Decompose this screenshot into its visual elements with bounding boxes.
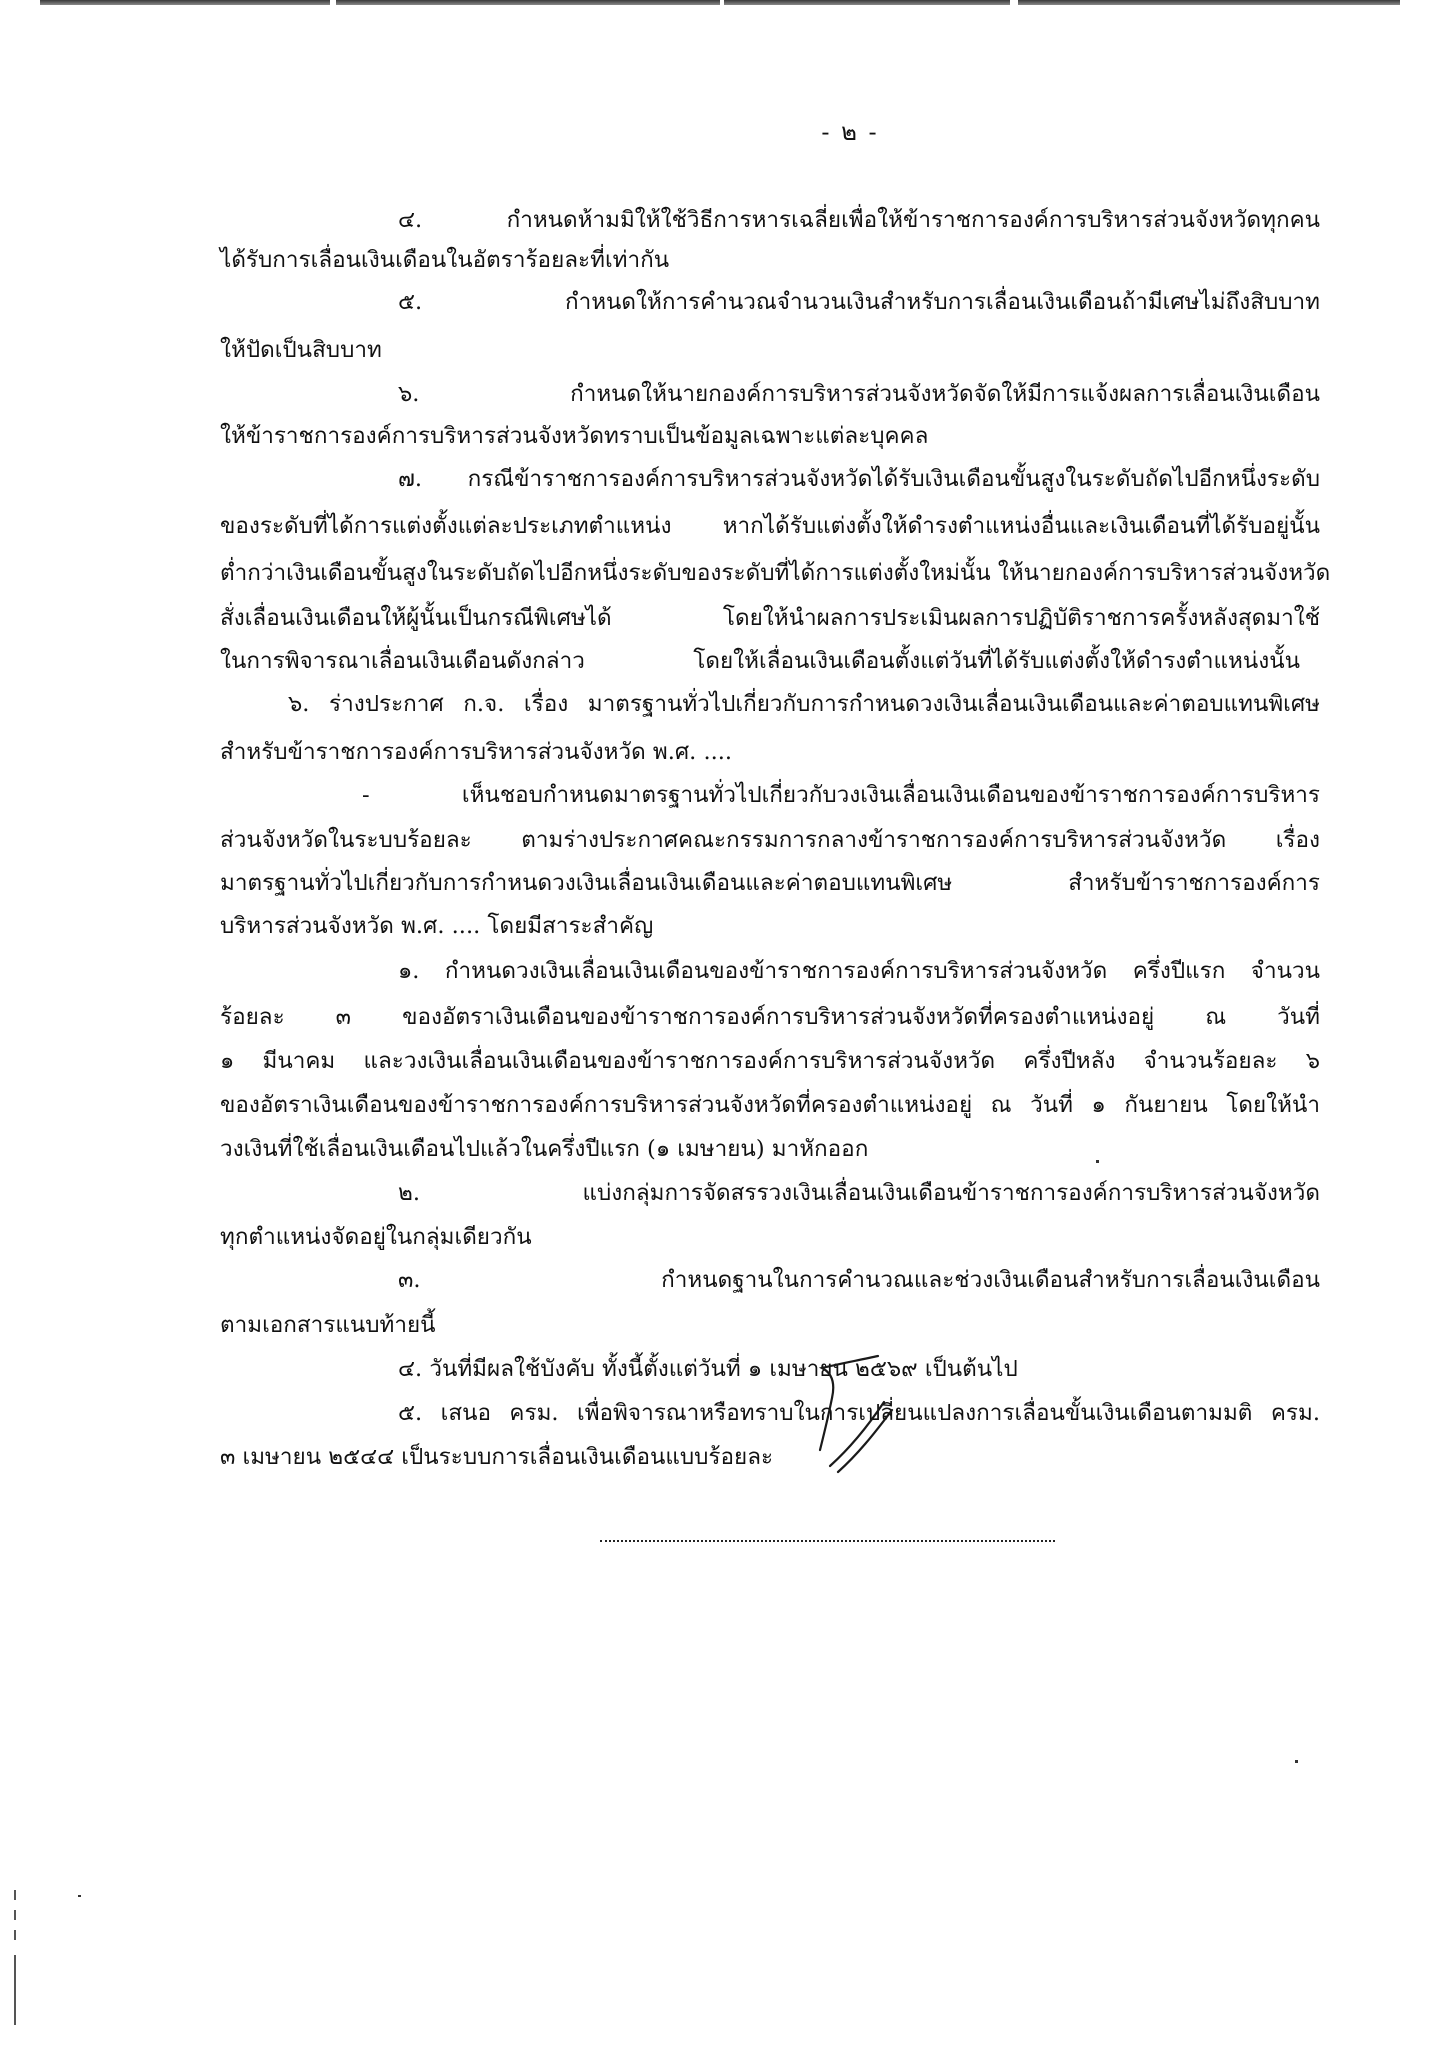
dotted-closing-line xyxy=(600,1540,1055,1542)
line: บริหารส่วนจังหวัด พ.ศ. .... โดยมีสาระสำคัญ xyxy=(220,913,654,939)
scan-edge-gap xyxy=(330,0,336,5)
line: ๖. ร่างประกาศ ก.จ. เรื่อง มาตรฐานทั่วไปเกี่ยวกับการกำหนดวงเงินเลื่อนเงินเดือนและค่าตอบแทนพิเศษ xyxy=(288,691,1320,717)
line: ร้อยละ ๓ ของอัตราเงินเดือนของข้าราชการองค์การบริหารส่วนจังหวัดที่ครองตำแหน่งอยู่ ณ วันที่ xyxy=(220,1004,1320,1030)
line: ส่วนจังหวัดในระบบร้อยละ ตามร่างประกาศคณะกรรมการกลางข้าราชการองค์การบริหารส่วนจังหวัด เรื่อง xyxy=(220,827,1320,853)
scan-edge-gap xyxy=(1010,0,1018,5)
page-number: - ๒ - xyxy=(821,118,879,146)
line: ๑. กำหนดวงเงินเลื่อนเงินเดือนของข้าราชการองค์การบริหารส่วนจังหวัด ครึ่งปีแรก จำนวน xyxy=(398,958,1320,984)
line: ๓ เมษายน ๒๕๔๔ เป็นระบบการเลื่อนเงินเดือนแบบร้อยละ xyxy=(220,1444,774,1470)
line: ให้ข้าราชการองค์การบริหารส่วนจังหวัดทราบเป็นข้อมูลเฉพาะแต่ละบุคคล xyxy=(220,423,929,449)
line: ต่ำกว่าเงินเดือนขั้นสูงในระดับถัดไปอีกหนึ่งระดับของระดับที่ได้การแต่งตั้งใหม่นั้น ให้นายกองค์การบริหารส่วนจังหวัด xyxy=(220,560,1331,586)
line: ทุกตำแหน่งจัดอยู่ในกลุ่มเดียวกัน xyxy=(220,1224,532,1250)
line: ได้รับการเลื่อนเงินเดือนในอัตราร้อยละที่เท่ากัน xyxy=(220,247,670,273)
line: ๑ มีนาคม และวงเงินเลื่อนเงินเดือนของข้าราชการองค์การบริหารส่วนจังหวัด ครึ่งปีหลัง จำนวนร้อยละ ๖ xyxy=(220,1048,1320,1074)
line: ของอัตราเงินเดือนของข้าราชการองค์การบริหารส่วนจังหวัดที่ครองตำแหน่งอยู่ ณ วันที่ ๑ กันยายน โดยให้นำ xyxy=(220,1092,1320,1118)
scan-speck xyxy=(1096,1160,1099,1163)
line: ๓. กำหนดฐานในการคำนวณและช่วงเงินเดือนสำหรับการเลื่อนเงินเดือน xyxy=(398,1267,1320,1293)
line: ในการพิจารณาเลื่อนเงินเดือนดังกล่าว โดยให้เลื่อนเงินเดือนตั้งแต่วันที่ได้รับแต่งตั้งให้ดำรงตำแหน่งนั้น xyxy=(220,648,1300,674)
scan-speck xyxy=(78,1895,81,1897)
line: - เห็นชอบกำหนดมาตรฐานทั่วไปเกี่ยวกับวงเงินเลื่อนเงินเดือนของข้าราชการองค์การบริหาร xyxy=(362,782,1320,808)
scan-edge-gap xyxy=(720,0,724,5)
line: ๒. แบ่งกลุ่มการจัดสรรวงเงินเลื่อนเงินเดือนข้าราชการองค์การบริหารส่วนจังหวัด xyxy=(398,1180,1320,1206)
handwritten-initials xyxy=(760,1338,900,1498)
line: สั่งเลื่อนเงินเดือนให้ผู้นั้นเป็นกรณีพิเศษได้ โดยให้นำผลการประเมินผลการปฏิบัติราชการครั้งหลังสุดมาใช้ xyxy=(220,605,1320,631)
line: มาตรฐานทั่วไปเกี่ยวกับการกำหนดวงเงินเลื่อนเงินเดือนและค่าตอบแทนพิเศษ สำหรับข้าราชการองค์การ xyxy=(220,870,1320,896)
line: ๕. กำหนดให้การคำนวณจำนวนเงินสำหรับการเลื่อนเงินเดือนถ้ามีเศษไม่ถึงสิบบาท xyxy=(398,289,1320,315)
line: ๔. วันที่มีผลใช้บังคับ ทั้งนี้ตั้งแต่วันที่ ๑ เมษายน ๒๕๖๙ เป็นต้นไป xyxy=(398,1356,1018,1382)
line: วงเงินที่ใช้เลื่อนเงินเดือนไปแล้วในครึ่งปีแรก (๑ เมษายน) มาหักออก xyxy=(220,1136,869,1162)
line: ๗. กรณีข้าราชการองค์การบริหารส่วนจังหวัดได้รับเงินเดือนขั้นสูงในระดับถัดไปอีกหนึ่งระดับ xyxy=(398,466,1320,492)
line: ตามเอกสารแนบท้ายนี้ xyxy=(220,1312,436,1338)
line: ๔. กำหนดห้ามมิให้ใช้วิธีการหารเฉลี่ยเพื่อให้ข้าราชการองค์การบริหารส่วนจังหวัดทุกคน xyxy=(398,207,1320,233)
line: ให้ปัดเป็นสิบบาท xyxy=(220,337,382,363)
line: ๕. เสนอ ครม. เพื่อพิจารณาหรือทราบในการเปลี่ยนแปลงการเลื่อนขั้นเงินเดือนตามมติ ครม. xyxy=(398,1400,1320,1426)
line: ของระดับที่ได้การแต่งตั้งแต่ละประเภทตำแหน่ง หากได้รับแต่งตั้งให้ดำรงตำแหน่งอื่นและเงินเดือนที่ได้รับอยู่นั้น xyxy=(220,513,1320,539)
margin-mark xyxy=(14,1890,16,1900)
line: ๖. กำหนดให้นายกองค์การบริหารส่วนจังหวัดจัดให้มีการแจ้งผลการเลื่อนเงินเดือน xyxy=(398,381,1320,407)
scan-speck xyxy=(1295,1760,1298,1763)
margin-mark xyxy=(14,1910,16,1920)
line: สำหรับข้าราชการองค์การบริหารส่วนจังหวัด พ.ศ. .... xyxy=(220,739,733,765)
margin-mark xyxy=(14,1955,16,2025)
margin-mark xyxy=(14,1930,16,1940)
